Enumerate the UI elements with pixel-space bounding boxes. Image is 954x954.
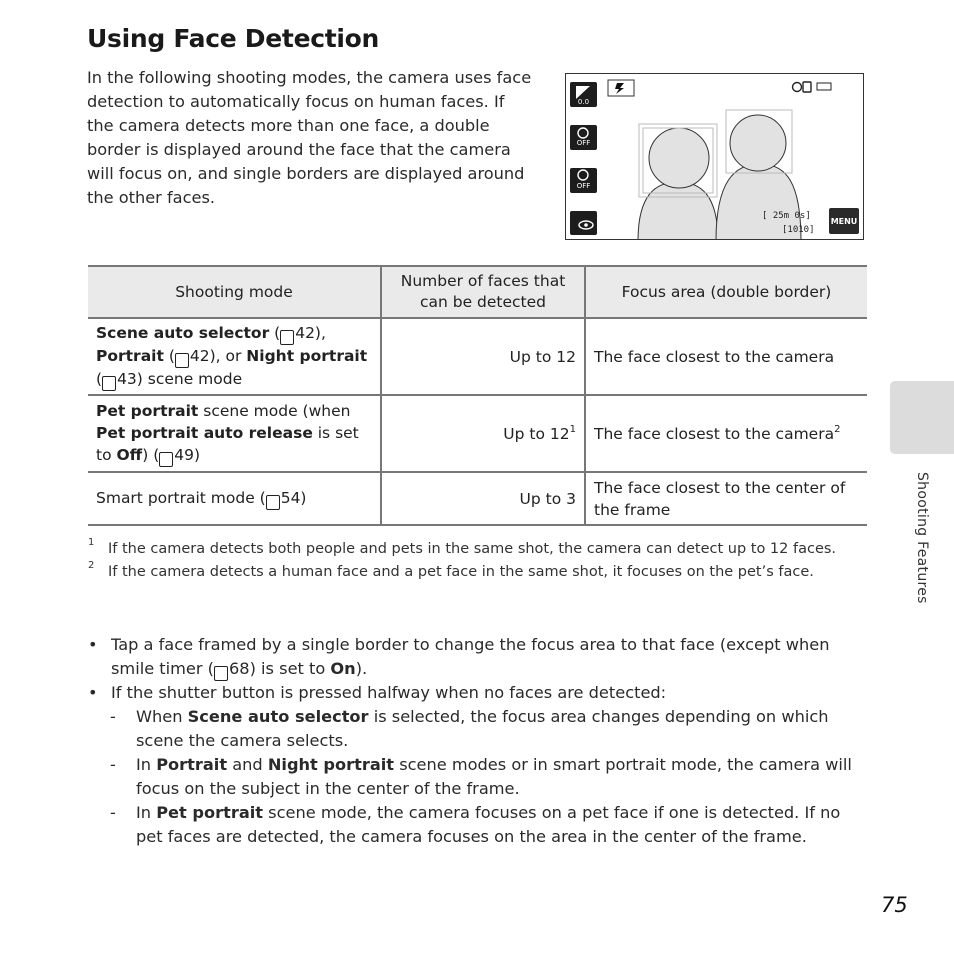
table-row bbox=[88, 395, 867, 472]
page-ref-icon bbox=[266, 495, 280, 510]
face-detection-table bbox=[88, 265, 867, 526]
page-number: 75 bbox=[881, 893, 908, 917]
faces-cell: Up to 3 bbox=[381, 472, 585, 525]
page-ref-icon bbox=[175, 353, 189, 368]
table-header-row bbox=[88, 266, 867, 318]
camera-screen-illustration bbox=[565, 73, 864, 240]
ev-value: 0.0 bbox=[577, 98, 590, 106]
page-ref-icon bbox=[159, 452, 173, 467]
sub-list-item: - In Portrait and Night portrait scene modes or in smart portrait mode, the camera will focus on the subject in the center of the frame. bbox=[110, 755, 852, 798]
self-timer-off: OFF bbox=[576, 182, 591, 190]
face-left bbox=[649, 128, 709, 188]
header-focus-area: Focus area (double border) bbox=[585, 266, 867, 318]
table-row bbox=[88, 318, 867, 395]
page-ref-icon bbox=[280, 330, 294, 345]
shot-counter: [1010] bbox=[782, 225, 815, 235]
faces-cell: Up to $12^1$ bbox=[381, 395, 585, 472]
mode-cell: Smart portrait mode (❒ 54) bbox=[88, 472, 381, 525]
sub-list-item: - In Pet portrait scene mode, the camera focuses on a pet face if one is detected. If no pet faces are detected, the camera focuses on the area in the center of the frame. bbox=[110, 803, 841, 846]
chapter-label: Shooting Features bbox=[914, 472, 930, 604]
faces-cell: Up to 12 bbox=[381, 318, 585, 395]
camera-screen-graphics bbox=[566, 74, 864, 240]
list-item: • Tap a face framed by a single border to change the focus area to that face (except when smile timer (❒ 68) is set to On). bbox=[88, 633, 868, 681]
battery-icon bbox=[817, 83, 831, 90]
page-ref-icon bbox=[214, 666, 228, 681]
footnote-ref: 1 bbox=[569, 423, 576, 435]
chapter-tab bbox=[890, 381, 954, 454]
face-right bbox=[730, 115, 786, 171]
footnote: 1 If the camera detects both people and pets in the same shot, the camera can detect up to 12 faces. bbox=[88, 537, 837, 557]
intro-paragraph: In the following shooting modes, the camera uses face detection to automatically focus on human faces. If the camera detects more than one face, a double border is displayed around the face that the camera will focus on, and single borders are displayed around the other faces. bbox=[87, 68, 532, 207]
list-item: • If the shutter button is pressed halfway when no faces are detected: bbox=[88, 683, 667, 702]
footnotes bbox=[88, 538, 868, 583]
sub-list-item: - When Scene auto selector is selected, the focus area changes depending on which scene the camera selects. bbox=[110, 707, 829, 750]
footnote: 2 If the camera detects a human face and a pet face in the same shot, it focuses on the pet’s face. bbox=[88, 559, 814, 580]
header-number-of-faces: Number of faces that can be detected bbox=[381, 266, 585, 318]
menu-button[interactable]: MENU bbox=[829, 208, 859, 234]
mode-cell: Scene auto selector (❒ 42), Portrait (❒ 42), or Night portrait (❒ 43) scene mode bbox=[88, 318, 381, 395]
mode-cell: Pet portrait scene mode (when Pet portrait auto release is set to Off) (❒ 49) bbox=[88, 395, 381, 472]
table-row bbox=[88, 472, 867, 525]
smile-timer-off: OFF bbox=[576, 139, 591, 147]
focus-cell: The face closest to the camera$^2$ bbox=[585, 395, 867, 472]
page-ref-icon bbox=[102, 376, 116, 391]
scene-icon bbox=[793, 83, 802, 92]
footnote-ref: 2 bbox=[834, 423, 841, 435]
header-shooting-mode: Shooting mode bbox=[88, 266, 381, 318]
focus-cell: The face closest to the camera bbox=[585, 318, 867, 395]
bullet-list bbox=[88, 633, 868, 849]
recording-time: [ 25m 0s] bbox=[762, 211, 811, 221]
person-left bbox=[638, 182, 718, 240]
focus-cell: The face closest to the center of the frame bbox=[585, 472, 867, 525]
page-title: Using Face Detection bbox=[87, 24, 380, 53]
